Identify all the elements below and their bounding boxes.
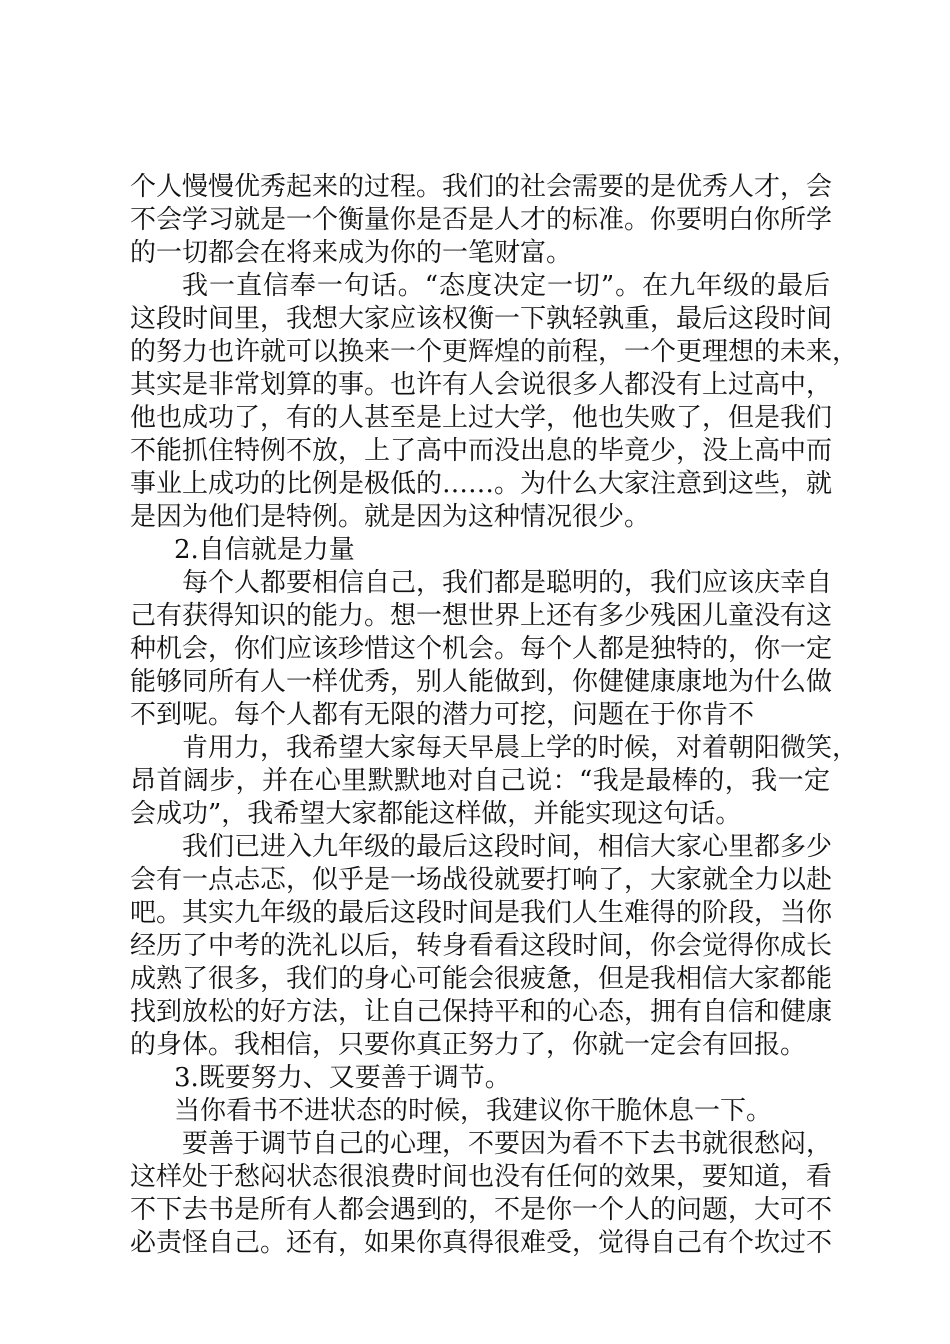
text-line: 他也成功了，有的人甚至是上过大学，他也失败了，但是我们 [130, 403, 833, 433]
text-line: 己有获得知识的能力。想一想世界上还有多少残困儿童没有这 [130, 601, 833, 631]
text-line: 找到放松的好方法，让自己保持平和的心态，拥有自信和健康 [130, 997, 833, 1027]
text-line: 成熟了很多，我们的身心可能会很疲惫，但是我相信大家都能 [130, 964, 833, 994]
text-line: 的身体。我相信，只要你真正努力了，你就一定会有回报。 [130, 1030, 807, 1060]
text-line: 会有一点忐忑，似乎是一场战役就要打响了，大家就全力以赴 [130, 865, 833, 895]
text-line: 必责怪自己。还有，如果你真得很难受，觉得自己有个坎过不 [130, 1228, 833, 1258]
text-line: 每个人都要相信自己，我们都是聪明的，我们应该庆幸自 [182, 568, 833, 598]
text-line: 的一切都会在将来成为你的一笔财富。 [130, 238, 573, 268]
text-line: 不能抓住特例不放，上了高中而没出息的毕竟少，没上高中而 [130, 436, 833, 466]
text-line: 会成功”，我希望大家都能这样做，并能实现这句话。 [130, 799, 742, 829]
text-line: 事业上成功的比例是极低的……。为什么大家注意到这些，就 [130, 469, 833, 499]
text-line: 个人慢慢优秀起来的过程。我们的社会需要的是优秀人才，会 [130, 172, 833, 202]
text-line: 能够同所有人一样优秀，别人能做到，你健健康康地为什么做 [130, 667, 833, 697]
text-line: 2.自信就是力量 [174, 535, 355, 565]
text-line: 不到呢。每个人都有无限的潜力可挖，问题在于你肯不 [130, 700, 755, 730]
text-line: 是因为他们是特例。就是因为这种情况很少。 [130, 502, 651, 532]
text-line: 当你看书不进状态的时候，我建议你干脆休息一下。 [174, 1096, 773, 1126]
text-line: 这样处于愁闷状态很浪费时间也没有任何的效果，要知道，看 [130, 1162, 833, 1192]
text-line: 的努力也许就可以换来一个更辉煌的前程，一个更理想的未来， [130, 337, 859, 367]
text-line: 不下去书是所有人都会遇到的，不是你一个人的问题，大可不 [130, 1195, 833, 1225]
text-line: 我一直信奉一句话。“态度决定一切”。在九年级的最后 [182, 271, 830, 301]
text-line: 肯用力，我希望大家每天早晨上学的时候，对着朝阳微笑， [182, 733, 859, 763]
text-line: 种机会，你们应该珍惜这个机会。每个人都是独特的，你一定 [130, 634, 833, 664]
document-body-text [130, 171, 859, 1260]
text-line: 昂首阔步，并在心里默默地对自己说：“我是最棒的，我一定 [130, 766, 830, 796]
text-line: 3.既要努力、又要善于调节。 [174, 1063, 511, 1093]
text-line: 不会学习就是一个衡量你是否是人才的标准。你要明白你所学 [130, 205, 833, 235]
text-line: 经历了中考的洗礼以后，转身看看这段时间，你会觉得你成长 [130, 931, 833, 961]
text-line: 吧。其实九年级的最后这段时间是我们人生难得的阶段，当你 [130, 898, 833, 928]
text-line: 我们已进入九年级的最后这段时间，相信大家心里都多少 [182, 832, 833, 862]
text-line: 这段时间里，我想大家应该权衡一下孰轻孰重，最后这段时间 [130, 304, 833, 334]
text-line: 其实是非常划算的事。也许有人会说很多人都没有上过高中， [130, 370, 833, 400]
text-line: 要善于调节自己的心理，不要因为看不下去书就很愁闷， [182, 1129, 833, 1159]
